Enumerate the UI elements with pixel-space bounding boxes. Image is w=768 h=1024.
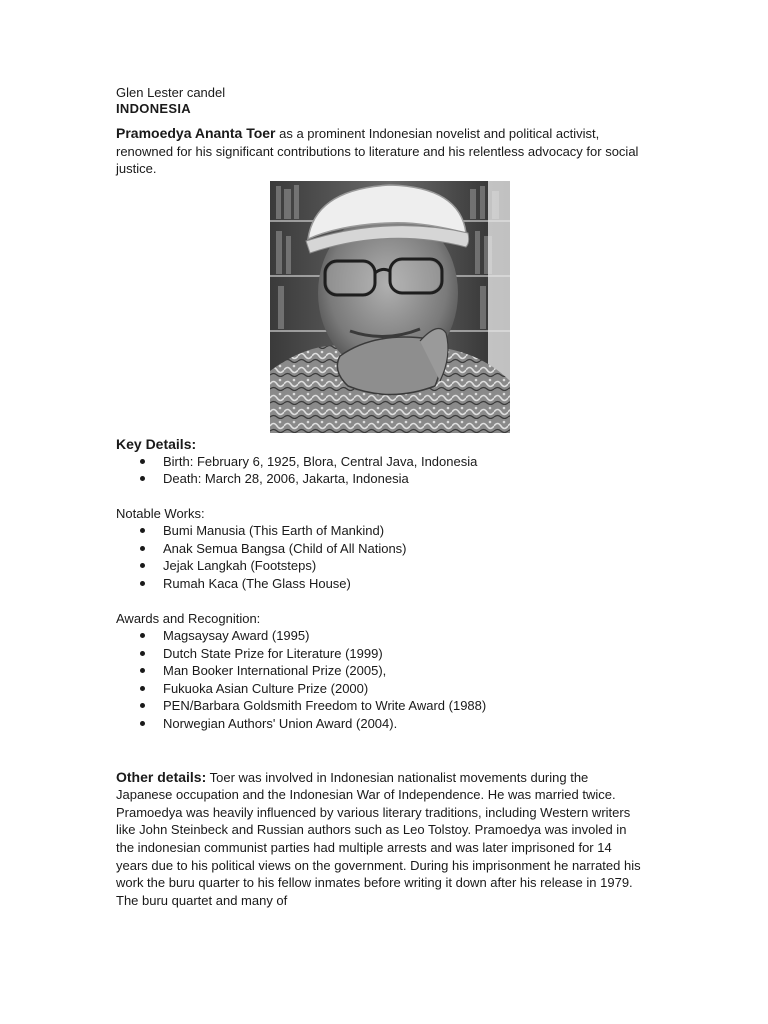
intro-text: as a prominent Indonesian novelist and political activist, renowned for his significant contributions to literature and his relentless advocacy for social justice. (116, 126, 639, 176)
key-details-heading: Key Details: (116, 435, 197, 452)
list-item: Magsaysay Award (1995) (116, 627, 646, 645)
key-details-list (116, 453, 646, 488)
subject-name: Pramoedya Ananta Toer (116, 125, 276, 141)
other-details-text: Toer was involved in Indonesian nationalist movements during the Japanese occupation and the Indonesian War of Independence. He was married twice. Pramoedya was heavily influenced by various literary traditions, including Western writers like John Steinbeck and Russian authors such as Leo Tolstoy. Pramoedya was involed in the indonesian communist parties had multiple arrests and was later imprisoned for 14 years due to his political views on the government. During his imprisonment he narrated his work the buru quarter to his fellow inmates before writing it down after his release in 1979. The buru quartet and many of (116, 769, 641, 908)
list-item: Birth: February 6, 1925, Blora, Central Java, Indonesia (116, 453, 646, 471)
notable-works-list (116, 522, 646, 592)
other-details-lead: Other details: (116, 768, 207, 785)
list-item: Death: March 28, 2006, Jakarta, Indonesia (116, 470, 646, 488)
list-item: Dutch State Prize for Literature (1999) (116, 645, 646, 663)
other-details-paragraph (116, 769, 646, 910)
list-item: Bumi Manusia (This Earth of Mankind) (116, 522, 646, 540)
portrait-photo (270, 181, 510, 433)
list-item: Fukuoka Asian Culture Prize (2000) (116, 680, 646, 698)
list-item: Anak Semua Bangsa (Child of All Nations) (116, 540, 646, 558)
country-heading: INDONESIA (116, 101, 191, 116)
list-item: Jejak Langkah (Footsteps) (116, 557, 646, 575)
notable-works-heading: Notable Works: (116, 505, 205, 521)
author-name: Glen Lester candel (116, 85, 226, 100)
awards-list (116, 627, 646, 733)
awards-heading: Awards and Recognition: (116, 610, 261, 626)
list-item: Man Booker International Prize (2005), (116, 662, 646, 680)
document-page (116, 85, 646, 909)
intro-paragraph (116, 125, 646, 178)
list-item: Norwegian Authors' Union Award (2004). (116, 715, 646, 733)
list-item: PEN/Barbara Goldsmith Freedom to Write Award (1988) (116, 697, 646, 715)
list-item: Rumah Kaca (The Glass House) (116, 575, 646, 593)
